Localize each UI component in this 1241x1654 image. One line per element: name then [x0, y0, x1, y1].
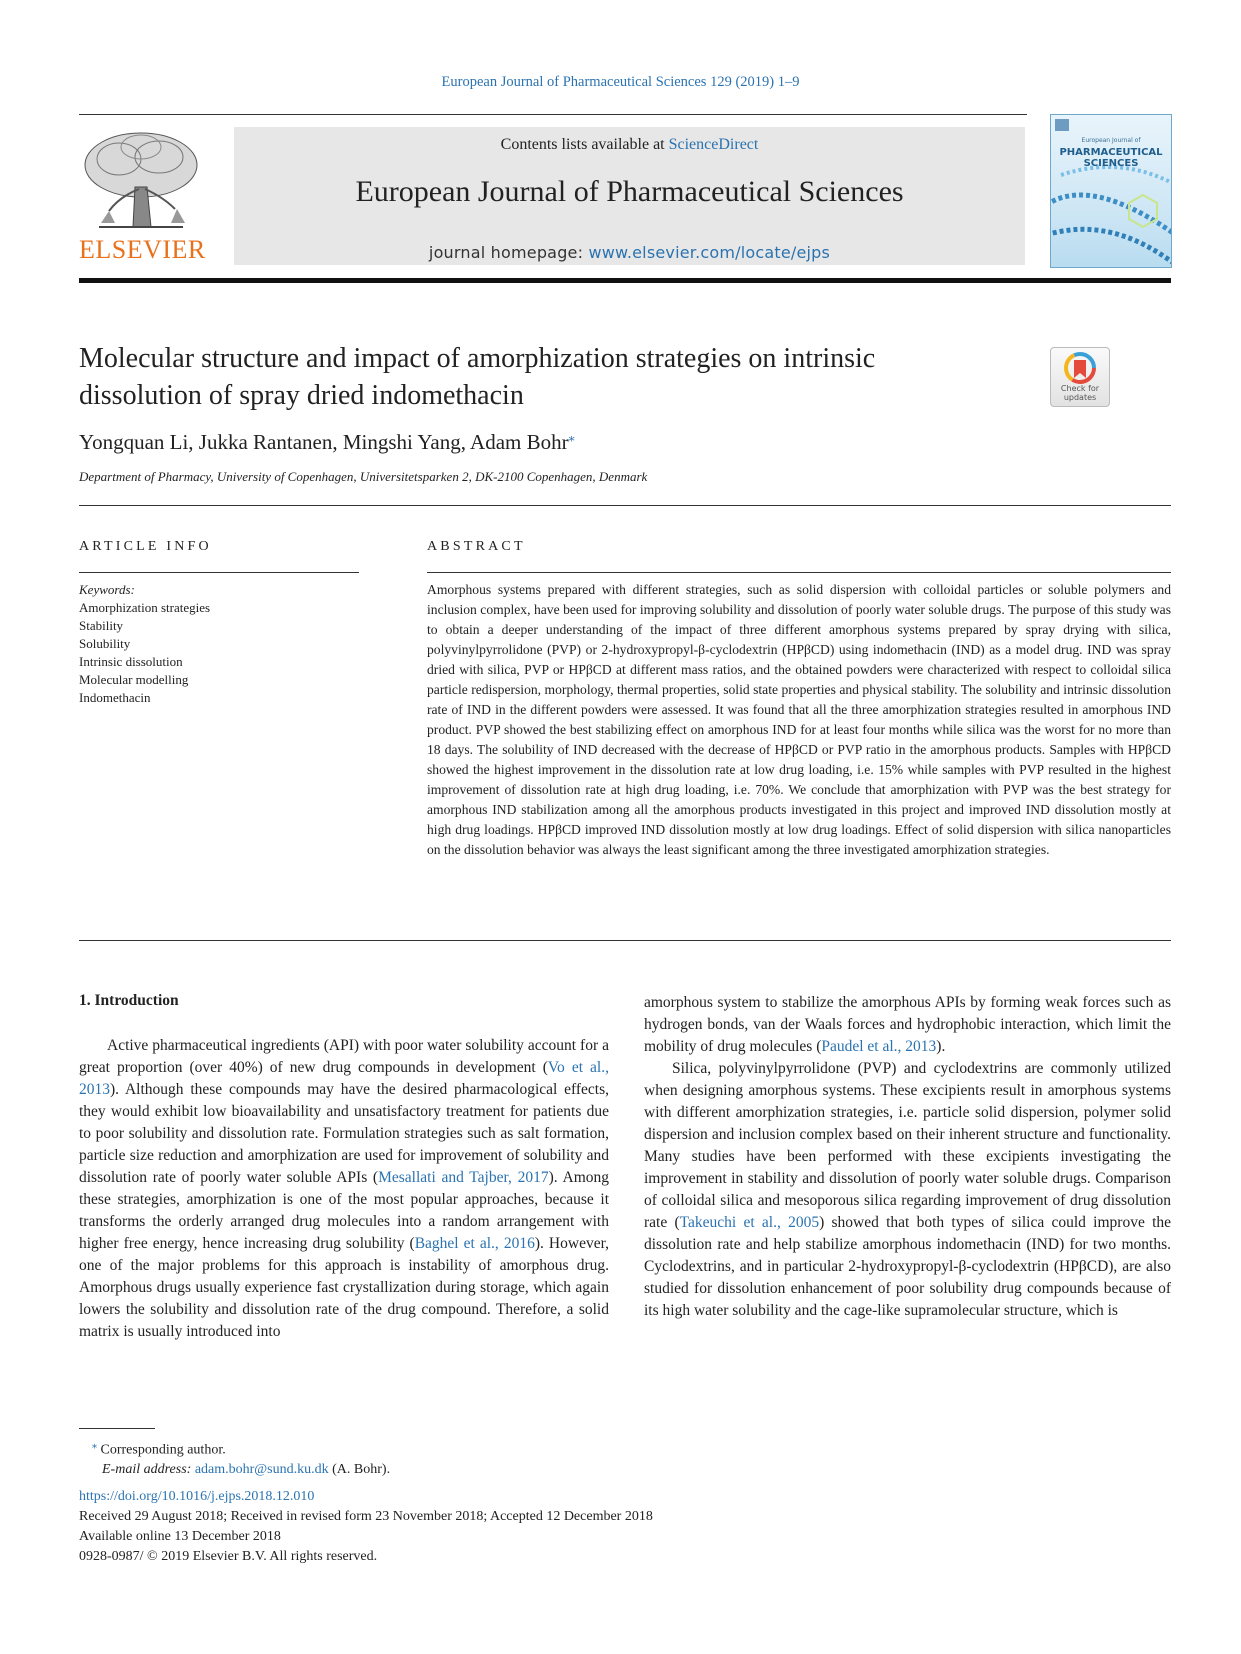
paragraph-text: ). Among these strategies, amorphization is one of the most popular approaches, because it transforms the orderly arranged drug molecules into a random arrangement with higher free energy, hence increasing drug solubility (	[79, 1169, 609, 1252]
cover-title	[1051, 147, 1171, 169]
elsevier-tree-icon	[79, 127, 204, 235]
title-line-1: Molecular structure and impact of amorphization strategies on intrinsic	[79, 343, 876, 374]
cover-title-line1: PHARMACEUTICAL	[1059, 147, 1163, 158]
check-for-updates-button[interactable]	[1050, 347, 1110, 407]
keyword-item: Amorphization strategies	[79, 600, 211, 615]
corresponding-author-mark[interactable]: ⁎	[568, 430, 575, 444]
available-online: Available online 13 December 2018	[79, 1529, 281, 1544]
elsevier-logo[interactable]	[79, 127, 204, 267]
paragraph-text: amorphous system to stabilize the amorphous APIs by forming weak forces such as hydrogen bonds, van der Waals forces and hydrophobic interaction, which limit the mobility of drug molecules (	[644, 994, 1171, 1055]
doi-link[interactable]: https://doi.org/10.1016/j.ejps.2018.12.010	[79, 1489, 315, 1504]
running-head[interactable]: European Journal of Pharmaceutical Sciences 129 (2019) 1–9	[441, 74, 800, 90]
abstract-rule	[427, 572, 1171, 573]
intro-column-left	[79, 1035, 609, 1343]
cover-title-line2: SCIENCES	[1083, 158, 1139, 169]
authors	[79, 430, 575, 455]
homepage-link[interactable]: www.elsevier.com/locate/ejps	[588, 243, 831, 262]
introduction-heading: 1. Introduction	[79, 992, 179, 1009]
affiliation: Department of Pharmacy, University of Copenhagen, Universitetsparken 2, DK-2100 Copenhagen, Denmark	[79, 469, 648, 484]
corresponding-text: Corresponding author.	[100, 1442, 226, 1458]
journal-banner	[234, 127, 1025, 265]
journal-name: European Journal of Pharmaceutical Sciences	[355, 175, 904, 208]
sciencedirect-link[interactable]: ScienceDirect	[668, 136, 759, 153]
citation-link[interactable]: Takeuchi et al., 2005	[679, 1214, 820, 1231]
email-label: E-mail address:	[102, 1461, 192, 1477]
footnote-rule	[79, 1428, 155, 1429]
title-line-2: dissolution of spray dried indomethacin	[79, 380, 524, 411]
affiliation-rule	[79, 505, 1171, 506]
paragraph-text: ). However, one of the major problems for this approach is instability of amorphous drug. Amorphous drugs usually experience fast crystallization during storage, which again lowers the solubility and dissolution rate of the drug compound. Therefore, a solid matrix is usually introduced into	[79, 1235, 609, 1340]
email-note	[92, 1460, 390, 1479]
contents-line	[234, 136, 1025, 154]
crossmark-icon	[1051, 350, 1109, 386]
corresponding-note	[92, 1436, 390, 1460]
keywords-label: Keywords:	[79, 582, 135, 597]
header-rule	[79, 114, 1027, 115]
intro-column-right	[644, 992, 1171, 1322]
abstract-heading: ABSTRACT	[427, 539, 526, 554]
intro-paragraph-2	[644, 1058, 1171, 1322]
abstract-text: Amorphous systems prepared with different strategies, such as solid dispersion with colloidal particles or soluble polymers and inclusion complex, have been used for improving solubility and dissolution of poorly water soluble drugs. The purpose of this study was to obtain a deeper understanding of the impact of three different amorphous systems prepared by spray drying with silica, polyvinylpyrrolidone (PVP) or 2-hydroxypropyl-β-cyclodextrin (HPβCD) using indomethacin (IND) as a model drug. IND was spray dried with silica, PVP or HPβCD at different mass ratios, and the obtained powders were characterized with respect to colloidal silica particle redispersion, morphology, thermal properties, solid state properties and physical stability. The solubility and intrinsic dissolution rate of IND in the different powders were assessed. It was found that all the three amorphization strategies resulted in amorphous IND product. PVP showed the best stabilizing effect on amorphous IND for at least four months while silica was the worst for no more than 18 days. The solubility of IND decreased with the decrease of HPβCD or PVP ratio in the amorphous products. Samples with HPβCD showed the highest improvement in the dissolution rate at low drug loading, i.e. 15% while samples with PVP resulted in the highest improvement of dissolution rate at high drug loading, i.e. 70%. We conclude that amorphization with PVP was the best strategy for amorphous IND stabilization among all the amorphous products investigated in this project and improved IND dissolution mostly at high drug loadings. HPβCD improved IND dissolution mostly at low drug loadings. Effect of solid dispersion with silica nanoparticles on the dissolution behavior was always the least significant among the three investigated amorphization strategies.	[427, 582, 1171, 857]
paragraph-text: Silica, polyvinylpyrrolidone (PVP) and cyclodextrins are commonly utilized when designing amorphous systems. These excipients result in amorphous systems with different amorphization strategies, i.e. particle solid dispersion, polymer solid dispersion and inclusion complex based on their inherent structure and functionality. Many studies have been performed with these excipients investigating the improvement in stability and dissolution of poorly water soluble drugs. Comparison of colloidal silica and mesoporous silica regarding improvement of drug dissolution rate (	[644, 1060, 1171, 1231]
paragraph-text: ). Although these compounds may have the desired pharmacological effects, they would exhibit low bioavailability and unsatisfactory treatment for patients due to poor solubility and dissolution rate. Formulation strategies such as salt formation, particle size reduction and amorphization are used for improvement of solubility and dissolution rate of poorly water soluble APIs (	[79, 1081, 609, 1186]
homepage-prefix: journal homepage:	[428, 243, 589, 262]
copyright: 0928-0987/ © 2019 Elsevier B.V. All rights reserved.	[79, 1549, 378, 1564]
email-suffix: (A. Bohr).	[328, 1461, 391, 1477]
paragraph-text: ) showed that both types of silica could improve the dissolution rate and help stabilize amorphous indomethacin (IND) for two months. Cyclodextrins, and in particular 2-hydroxypropyl-β-cyclodextrin (HPβCD), are also studied for dissolution enhancement of poor solubility drug compounds because of its high water solubility and the cage-like supramolecular structure, which is	[644, 1214, 1172, 1319]
abstract-bottom-rule	[79, 940, 1171, 941]
banner-bottom-rule	[79, 278, 1171, 283]
footnote	[92, 1436, 390, 1479]
elsevier-wordmark: ELSEVIER	[79, 235, 206, 264]
homepage-line	[234, 243, 1025, 262]
citation-link[interactable]: Baghel et al., 2016	[414, 1235, 535, 1252]
received-dates: Received 29 August 2018; Received in revised form 23 November 2018; Accepted 12 December 2018	[79, 1509, 653, 1524]
citation-link[interactable]: Vo et al., 2013	[79, 1059, 609, 1098]
cover-subtitle: European Journal of	[1081, 137, 1141, 144]
article-info-heading: ARTICLE INFO	[79, 539, 212, 554]
keywords-block	[79, 581, 210, 707]
crossmark-line1: Check for	[1060, 384, 1100, 393]
contents-prefix: Contents lists available at	[500, 136, 669, 153]
email-link[interactable]: adam.bohr@sund.ku.dk	[194, 1461, 329, 1477]
keyword-item: Intrinsic dissolution	[79, 654, 183, 669]
citation-link[interactable]: Paudel et al., 2013	[821, 1038, 937, 1055]
intro-paragraph-1	[79, 1035, 609, 1343]
citation-link[interactable]: Mesallati and Tajber, 2017	[378, 1169, 549, 1186]
article-title	[79, 340, 1009, 414]
publication-info	[79, 1487, 653, 1567]
keyword-item: Stability	[79, 618, 124, 633]
keyword-item: Molecular modelling	[79, 672, 189, 687]
keyword-item: Solubility	[79, 636, 131, 651]
author-list: Yongquan Li, Jukka Rantanen, Mingshi Yang, Adam Bohr	[79, 430, 569, 454]
paragraph-text: ).	[936, 1038, 946, 1055]
crossmark-line2: updates	[1063, 393, 1097, 402]
keyword-item: Indomethacin	[79, 690, 151, 705]
footnote-mark: ⁎	[92, 1440, 97, 1451]
article-info-rule	[79, 572, 359, 573]
paragraph-text: Active pharmaceutical ingredients (API) with poor water solubility account for a great proportion (over 40%) of new drug compounds in development (	[79, 1037, 609, 1076]
intro-paragraph-1-continued	[644, 992, 1171, 1058]
journal-cover[interactable]	[1050, 114, 1172, 268]
crossmark-label	[1051, 384, 1109, 402]
